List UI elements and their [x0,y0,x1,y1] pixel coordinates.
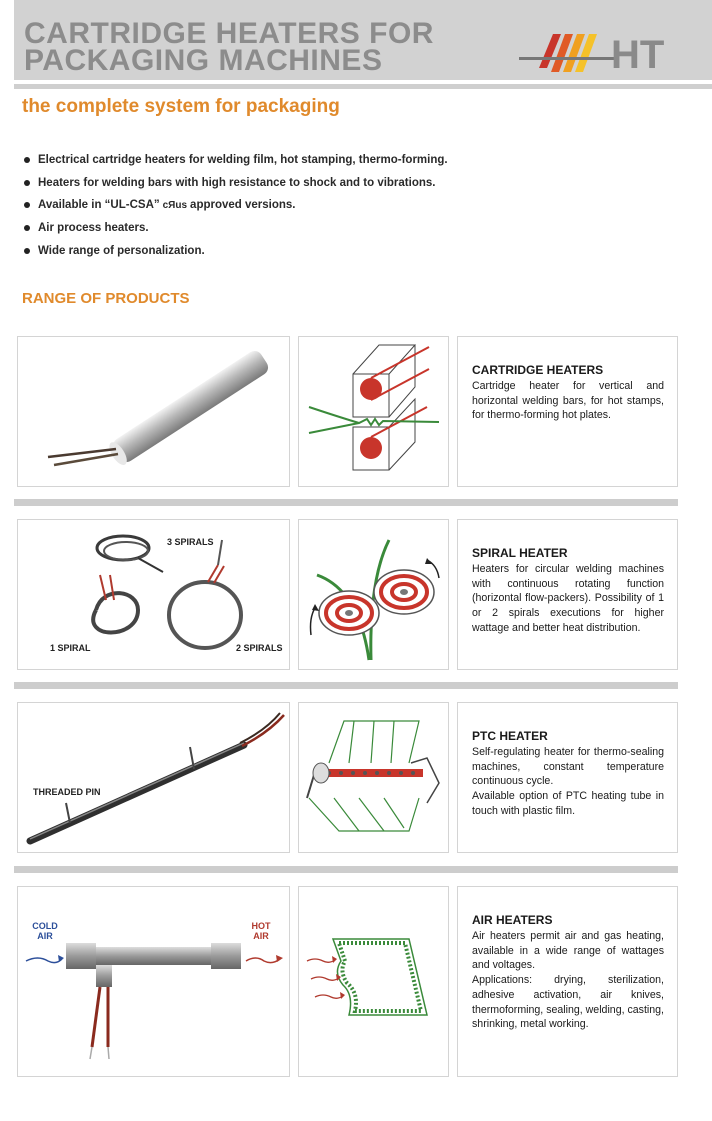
air-diagram [298,886,449,1077]
product-title: PTC HEATER [472,729,548,743]
range-title: RANGE OF PRODUCTS [22,290,190,307]
page-title [24,17,434,77]
label-3-spirals: 3 SPIRALS [167,537,214,547]
title-line-2: PACKAGING MACHINES [24,44,383,77]
spiral-description [457,519,678,670]
ptc-photo [17,702,290,853]
feature-list [24,152,448,265]
label-2-spirals: 2 SPIRALS [236,643,283,653]
product-text: Self-regulating heater for thermo-sealing machines, constant temperature continuous cycle. Available option of PTC heating tube in touch with plastic film. [472,746,664,817]
air-heater-image [18,887,289,1076]
cartridge-diagram [298,336,449,487]
list-item: Heaters for welding bars with high resistance to shock and to vibrations. [24,175,448,198]
cartridge-heater-image [18,337,289,486]
cartridge-photo [17,336,290,487]
label-hot-air: HOT AIR [251,921,271,941]
product-title: SPIRAL HEATER [472,546,568,560]
product-title: AIR HEATERS [472,913,553,927]
row-divider [14,682,678,689]
air-process-diagram [299,887,448,1076]
ptc-diagram [298,702,449,853]
spiral-photo [17,519,290,670]
ptc-heater-image [18,703,289,852]
label-threaded-pin: THREADED PIN [33,787,101,797]
header-banner [14,0,712,80]
air-description [457,886,678,1077]
list-item: Air process heaters. [24,220,448,243]
rotating-spiral-diagram [299,520,448,669]
ptc-description [457,702,678,853]
welding-bar-diagram [299,337,448,486]
product-text: Cartridge heater for vertical and horizontal welding bars, for hot stamps, for thermo-forming hot plates. [472,380,664,422]
cartridge-description [457,336,678,487]
list-item: Electrical cartridge heaters for welding film, hot stamping, thermo-forming. [24,152,448,175]
list-item: Available in “UL-CSA” cЯus approved versions. [24,197,448,220]
header-divider [14,84,712,89]
title-line-1: CARTRIDGE HEATERS FOR [24,17,434,50]
spiral-diagram [298,519,449,670]
product-text: Air heaters permit air and gas heating, available in a wide range of wattages and voltages. Applications: drying, sterilization, adhesive activation, air knives, thermoforming, sealing, welding, casting, shrinking, metal working. [472,930,664,1031]
product-title: CARTRIDGE HEATERS [472,363,604,377]
list-item: Wide range of personalization. [24,243,448,266]
row-divider [14,499,678,506]
product-text: Heaters for circular welding machines with continuous rotating function (horizontal flow-packers). Possibility of 1 or 2 spirals executions for higher wattage and better heat distribution. [472,563,664,634]
svg-text:HT: HT [611,33,665,77]
label-cold-air: COLD AIR [32,921,58,941]
ul-csa-mark: cЯus [162,200,188,212]
subtitle: the complete system for packaging [22,96,340,117]
air-photo [17,886,290,1077]
thermo-sealing-diagram [299,703,448,852]
ht-logo [519,28,709,78]
label-1-spiral: 1 SPIRAL [50,643,91,653]
row-divider [14,866,678,873]
